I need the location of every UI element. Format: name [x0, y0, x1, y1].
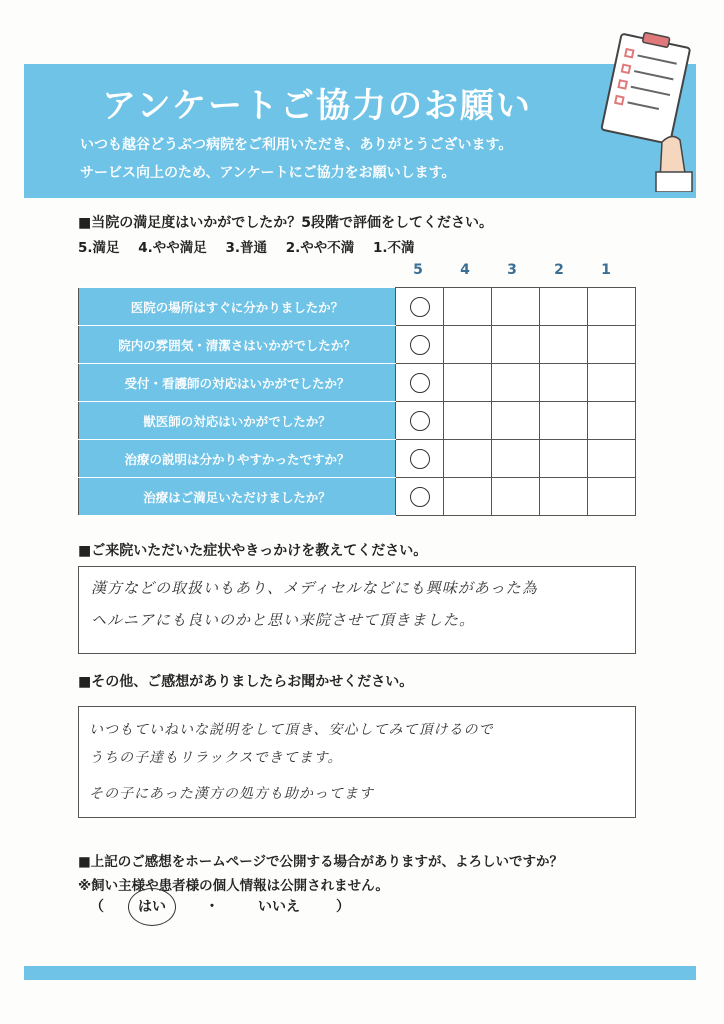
scale-3: 3.普通: [225, 240, 267, 256]
rating-cell-2[interactable]: [540, 478, 588, 516]
question-label: 医院の場所はすぐに分かりましたか？: [79, 288, 396, 326]
publish-yes-option[interactable]: はい: [138, 899, 166, 915]
column-4: 4: [460, 262, 470, 278]
rating-cell-5[interactable]: [396, 478, 444, 516]
rating-cell-5[interactable]: [396, 402, 444, 440]
rating-cell-4[interactable]: [444, 440, 492, 478]
close-paren: ）: [336, 899, 350, 915]
rating-table: [78, 287, 636, 516]
rating-cell-3[interactable]: [492, 402, 540, 440]
rating-row: [79, 402, 636, 440]
greeting-line: いつも越谷どうぶつ病院をご利用いただき、ありがとうございます。: [80, 137, 513, 153]
circle-mark-icon: [410, 411, 430, 431]
column-1: 1: [601, 262, 611, 278]
selected-circle-mark: [128, 888, 176, 926]
rating-cell-2[interactable]: [540, 326, 588, 364]
rating-cell-2[interactable]: [540, 288, 588, 326]
circle-mark-icon: [410, 335, 430, 355]
circle-mark-icon: [410, 449, 430, 469]
rating-cell-5[interactable]: [396, 364, 444, 402]
rating-cell-5[interactable]: [396, 440, 444, 478]
rating-row: [79, 288, 636, 326]
question-label: 獣医師の対応はいかがでしたか？: [79, 402, 396, 440]
question-label: 受付・看護師の対応はいかがでしたか？: [79, 364, 396, 402]
reason-heading: ■ご来院いただいた症状やきっかけを教えてください。: [78, 543, 428, 559]
question-label: 治療の説明は分かりやすかったですか？: [79, 440, 396, 478]
publish-note: ※飼い主様や患者様の個人情報は公開されません。: [78, 878, 389, 894]
rating-cell-2[interactable]: [540, 440, 588, 478]
reason-line-2: ヘルニアにも良いのかと思い来院させて頂きました。: [91, 611, 476, 629]
footer-bar: [24, 966, 696, 980]
rating-cell-4[interactable]: [444, 478, 492, 516]
clipboard-illustration-icon: [590, 22, 700, 192]
column-5: 5: [413, 262, 423, 278]
rating-cell-1[interactable]: [588, 402, 636, 440]
rating-cell-3[interactable]: [492, 364, 540, 402]
rating-cell-1[interactable]: [588, 364, 636, 402]
rating-cell-1[interactable]: [588, 440, 636, 478]
satisfaction-heading: ■当院の満足度はいかがでしたか？5段階で評価をしてください。: [78, 215, 493, 231]
circle-mark-icon: [410, 487, 430, 507]
rating-cell-1[interactable]: [588, 478, 636, 516]
request-line: サービス向上のため、アンケートにご協力をお願いします。: [80, 165, 456, 181]
rating-cell-2[interactable]: [540, 364, 588, 402]
column-2: 2: [554, 262, 564, 278]
reason-answer-box[interactable]: [78, 566, 636, 654]
open-paren: （: [90, 899, 104, 915]
rating-cell-1[interactable]: [588, 326, 636, 364]
rating-cell-3[interactable]: [492, 440, 540, 478]
rating-cell-3[interactable]: [492, 288, 540, 326]
comments-heading: ■その他、ご感想がありましたらお聞かせください。: [78, 674, 414, 690]
reason-line-1: 漢方などの取扱いもあり、メディセルなどにも興味があった為: [91, 579, 538, 597]
rating-cell-1[interactable]: [588, 288, 636, 326]
question-label: 治療はご満足いただけましたか？: [79, 478, 396, 516]
column-3: 3: [507, 262, 517, 278]
circle-mark-icon: [410, 297, 430, 317]
question-label: 院内の雰囲気・清潔さはいかがでしたか？: [79, 326, 396, 364]
scale-5: 5.満足: [78, 240, 120, 256]
circle-mark-icon: [410, 373, 430, 393]
publish-heading: ■上記のご感想をホームページで公開する場合がありますが、よろしいですか？: [78, 854, 563, 870]
rating-cell-4[interactable]: [444, 288, 492, 326]
scale-legend: [78, 236, 428, 256]
scale-1: 1.不満: [372, 240, 415, 256]
rating-cell-3[interactable]: [492, 326, 540, 364]
comments-answer-box[interactable]: [78, 706, 636, 818]
rating-cell-5[interactable]: [396, 288, 444, 326]
separator-dot: ・: [205, 899, 219, 915]
rating-cell-4[interactable]: [444, 326, 492, 364]
page-title: アンケートご協力のお願い: [102, 86, 532, 126]
scale-2: 2.やや不満: [285, 240, 355, 256]
comment-line-2: うちの子達もリラックスできてます。: [89, 750, 343, 766]
rating-cell-4[interactable]: [444, 364, 492, 402]
rating-cell-2[interactable]: [540, 402, 588, 440]
rating-row: [79, 326, 636, 364]
rating-cell-5[interactable]: [396, 326, 444, 364]
rating-cell-3[interactable]: [492, 478, 540, 516]
rating-cell-4[interactable]: [444, 402, 492, 440]
publish-no-option[interactable]: いいえ: [258, 899, 300, 915]
rating-row: [79, 440, 636, 478]
scale-4: 4.やや満足: [138, 240, 207, 256]
comment-line-3: その子にあった漢方の処方も助かってます: [89, 786, 374, 802]
rating-row: [79, 478, 636, 516]
rating-row: [79, 364, 636, 402]
comment-line-1: いつもていねいな説明をして頂き、安心してみて頂けるので: [89, 722, 494, 738]
